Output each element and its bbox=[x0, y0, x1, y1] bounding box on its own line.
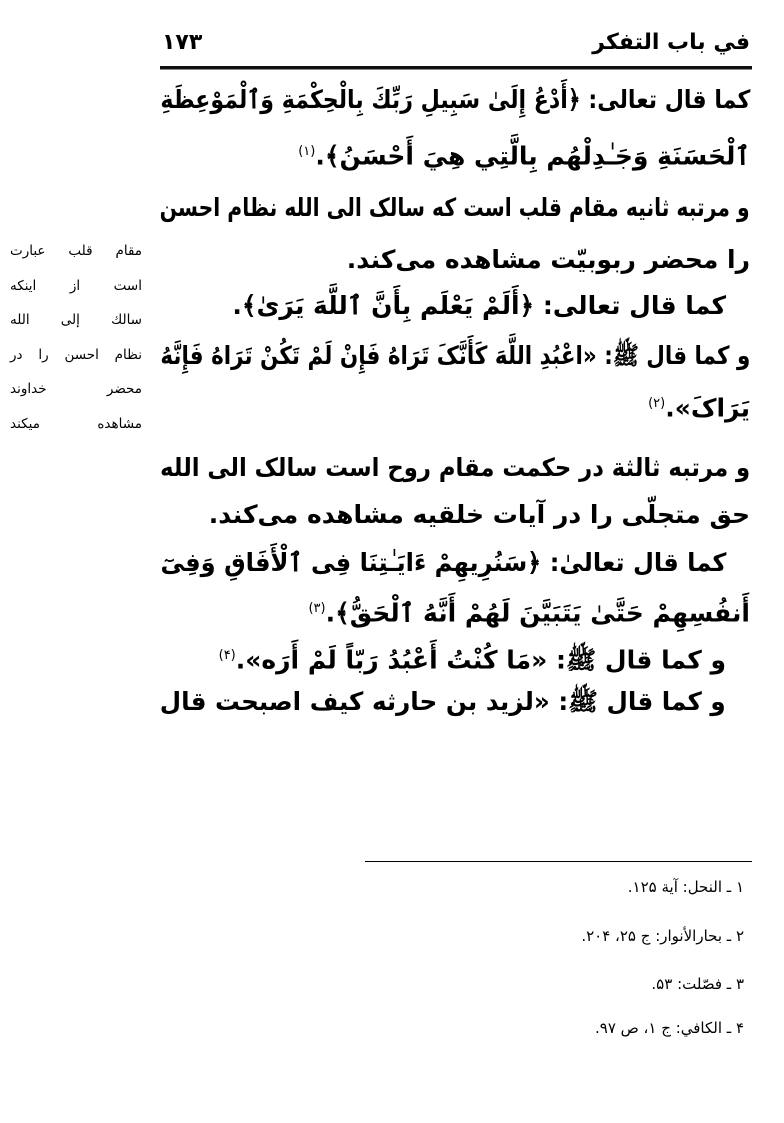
line-content bbox=[232, 288, 726, 324]
line-content bbox=[160, 190, 750, 226]
footnote-rule bbox=[365, 861, 752, 862]
line-content bbox=[160, 450, 750, 486]
line-content bbox=[298, 134, 750, 174]
text-line-13 bbox=[160, 684, 750, 720]
margin-note bbox=[10, 234, 142, 441]
line-content bbox=[160, 82, 750, 118]
margin-note-line: نظام احسن را در bbox=[10, 346, 142, 363]
footnote-ref: (۳) bbox=[308, 601, 326, 616]
footnote-1: ۱ ـ النحل: آية ۱۲۵. bbox=[627, 878, 744, 896]
running-head-title: في باب التفكر bbox=[592, 30, 750, 55]
line-content bbox=[209, 497, 750, 533]
text-line-11 bbox=[160, 591, 750, 631]
header-rule bbox=[160, 66, 752, 70]
text-line-2 bbox=[160, 134, 750, 174]
text-line-10 bbox=[160, 545, 750, 581]
line-text: و کما قال ﷺ: «اعْبُدِ اللَّهَ کَأَنَّکَ تَرَاهُ فَإِنْ لَمْ تَکُنْ تَرَاهُ فَإِنَّهُ bbox=[160, 341, 750, 370]
footnote-ref: (۱) bbox=[298, 144, 316, 159]
line-text: و کما قال ﷺ: «لزید بن حارثه کیف اصبحت قال bbox=[160, 687, 726, 716]
text-line-12 bbox=[160, 638, 750, 678]
margin-note-line: مقام قلب عبارت bbox=[10, 243, 142, 259]
footnote-ref: (۴) bbox=[218, 648, 236, 663]
line-text: حق متجلّی را در آیات خلقیه مشاهده می‌کند. bbox=[208, 500, 750, 529]
line-text: ٱلْحَسَنَةِ وَجَـٰدِلْهُم بِالَّتِي هِيَ أَحْسَنُ﴾. bbox=[315, 141, 750, 171]
line-text: کما قال تعالیٰ: ﴿سَنُرِيهِمْ ءَايَـٰتِنَا فِى ٱلْأَفَاقِ وَفِىٓ bbox=[160, 548, 726, 577]
text-line-1 bbox=[160, 82, 750, 118]
page-number: ۱۷۳ bbox=[162, 30, 203, 55]
text-line-8 bbox=[160, 450, 750, 486]
text-line-7 bbox=[160, 386, 750, 426]
text-line-5 bbox=[160, 288, 750, 324]
line-text: يَرَاکَ». bbox=[665, 393, 750, 423]
footnote-2: ۲ ـ بحارالأنوار: ج ۲۵، ۲۰۴. bbox=[581, 927, 744, 945]
line-content bbox=[160, 338, 750, 374]
line-text: و مرتبه ثانیه مقام قلب است که سالک الی الله نظام احسن bbox=[159, 193, 750, 222]
footnote-ref: (۲) bbox=[648, 396, 666, 411]
margin-note-line: است از اینکه bbox=[10, 277, 142, 294]
line-text: أَنفُسِهِمْ حَتَّىٰ يَتَبَيَّنَ لَهُمْ أَنَّهُ ٱلْحَقُّ﴾. bbox=[325, 598, 750, 628]
line-content bbox=[308, 591, 750, 631]
line-text: کما قال تعالی: ﴿أَلَمْ يَعْلَم بِأَنَّ ٱللَّهَ يَرَىٰ﴾. bbox=[232, 291, 726, 320]
line-text: و مرتبه ثالثة در حکمت مقام روح است سالک الی الله bbox=[159, 453, 750, 482]
text-line-6 bbox=[160, 338, 750, 374]
text-line-4 bbox=[160, 242, 750, 278]
text-line-3 bbox=[160, 190, 750, 226]
line-text: را محضر ربوبیّت مشاهده می‌کند. bbox=[346, 245, 750, 274]
line-content bbox=[160, 684, 726, 720]
margin-note-line: سالك إلى الله bbox=[10, 312, 142, 328]
footnote-4: ۴ ـ الكافي: ج ۱، ص ۹۷. bbox=[594, 1019, 744, 1037]
line-content bbox=[347, 242, 750, 278]
line-content bbox=[648, 386, 750, 426]
line-content bbox=[219, 638, 726, 678]
line-content bbox=[160, 545, 726, 581]
text-line-9 bbox=[160, 497, 750, 533]
line-text: کما قال تعالی: ﴿أَدْعُ إِلَىٰ سَبِيلِ رَبِّكَ بِالْحِكْمَةِ وَٱلْمَوْعِظَةِ bbox=[160, 85, 750, 114]
margin-note-line: محضر خداوند bbox=[10, 381, 142, 397]
footnote-3: ۳ ـ فصّلت: ۵۳. bbox=[651, 975, 744, 993]
line-text: و کما قال ﷺ: «مَا کُنْتُ أَعْبُدُ رَبّاً لَمْ أَرَه». bbox=[235, 645, 726, 675]
margin-note-line: مشاهده میکند bbox=[10, 415, 142, 432]
